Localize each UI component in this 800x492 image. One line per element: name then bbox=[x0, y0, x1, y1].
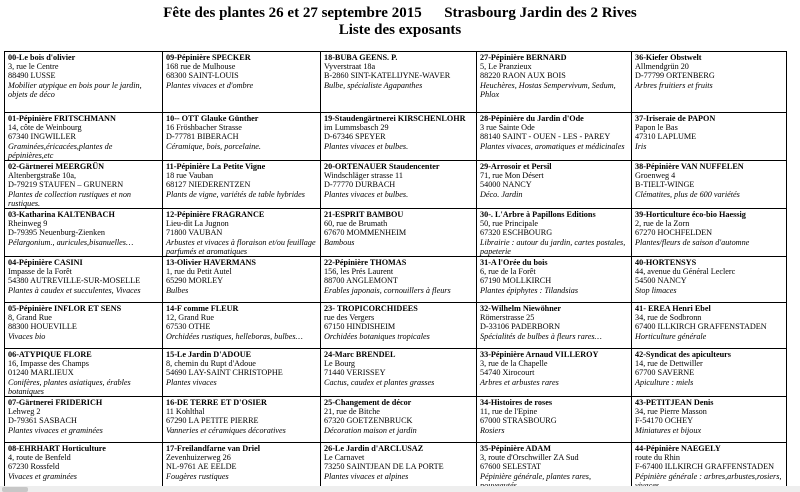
exhibitor-cell bbox=[163, 397, 321, 443]
exhibitor-name: 02-Gärtnerei MEERGRÜN bbox=[8, 162, 105, 172]
exhibitor-address-line: 21, rue de Bitche bbox=[324, 407, 380, 417]
exhibitor-cell bbox=[477, 161, 632, 209]
exhibitor-address-line: 54000 NANCY bbox=[480, 180, 532, 190]
exhibitor-name: 44-Pépinière NAEGELY bbox=[635, 444, 721, 454]
exhibitor-description: Plantes épiphytes : Tilandsias bbox=[480, 285, 579, 295]
exhibitor-address-line: F-54170 OCHEY bbox=[635, 416, 693, 426]
exhibitor-cell bbox=[632, 161, 787, 209]
exhibitor-address-line: B-TIELT-WINGE bbox=[635, 180, 695, 190]
exhibitor-address-line: 67530 OTHE bbox=[166, 322, 211, 332]
exhibitor-cell bbox=[163, 209, 321, 257]
exhibitor-address-line: D-77799 ORTENBERG bbox=[635, 71, 715, 81]
exhibitor-address-line: Windschläger strasse 11 bbox=[324, 171, 403, 181]
table-row bbox=[5, 161, 787, 209]
exhibitor-address-line: Altenbergstraße 10a, bbox=[8, 171, 77, 181]
exhibitor-description: Pépinière générale : arbres,arbustes,rosiers, bbox=[635, 471, 782, 481]
exhibitor-address-line: 156, les Prés Laurent bbox=[324, 267, 394, 277]
exhibitor-address-line: 68300 SAINT-LOUIS bbox=[166, 71, 239, 81]
exhibitor-description: Librairie : autour du jardin, cartes postales, papeterie bbox=[480, 237, 626, 256]
exhibitor-name: 31-A l'Orée du bois bbox=[480, 258, 548, 268]
exhibitor-cell bbox=[321, 161, 477, 209]
exhibitor-name: 38-Pépinière VAN NUFFELEN bbox=[635, 162, 744, 172]
exhibitor-cell bbox=[477, 443, 632, 491]
exhibitor-name: 43-PETITJEAN Denis bbox=[635, 398, 714, 408]
exhibitor-name: 27-Pépinière BERNARD bbox=[480, 53, 567, 62]
table-row bbox=[5, 349, 787, 397]
exhibitor-description: Céramique, bois, porcelaine. bbox=[166, 141, 261, 151]
exhibitor-description: Vanneries et céramiques décoratives bbox=[166, 425, 286, 435]
exhibitor-address-line: 14, côte de Weinbourg bbox=[8, 123, 82, 133]
exhibitor-address-line: Allmendgrün 20 bbox=[635, 62, 689, 72]
exhibitor-cell bbox=[632, 113, 787, 161]
exhibitor-address-line: 16 Fröshbacher Strasse bbox=[166, 123, 242, 133]
exhibitor-description: Plantes de collection rustiques et non rustiques. bbox=[8, 189, 132, 208]
exhibitor-description: Conifères, plantes asiatiques, érables botaniques bbox=[8, 377, 131, 396]
table-row bbox=[5, 257, 787, 303]
exhibitor-address-line: 8, Grand Rue bbox=[8, 313, 52, 323]
exhibitor-address-line: D-77781 BIBERACH bbox=[166, 132, 239, 142]
exhibitor-name: 41- EREA Henri Ebel bbox=[635, 304, 711, 314]
exhibitor-address-line: 11 Kohlthal bbox=[166, 407, 205, 417]
exhibitor-description: Pépinière générale, plantes rares, bbox=[480, 471, 592, 481]
exhibitor-name: 37-Iriseraie de PAPON bbox=[635, 114, 716, 123]
table-row bbox=[5, 209, 787, 257]
exhibitor-cell bbox=[5, 443, 163, 491]
exhibitor-cell bbox=[477, 397, 632, 443]
exhibitor-address-line: 71800 VAUBAN bbox=[166, 228, 223, 238]
exhibitor-cell bbox=[163, 52, 321, 113]
exhibitor-address-line: 67290 LA PETITE PIERRE bbox=[166, 416, 259, 426]
exhibitor-address-line: 67320 ESCHBOURG bbox=[480, 228, 553, 238]
exhibitor-address-line: route du Rhin bbox=[635, 453, 681, 463]
exhibitor-cell bbox=[5, 257, 163, 303]
table-row bbox=[5, 443, 787, 491]
exhibitor-name: 24-Marc BRENDEL bbox=[324, 350, 396, 360]
exhibitor-cell bbox=[163, 257, 321, 303]
exhibitor-address-line: 34, rue de Sodbronn bbox=[635, 313, 702, 323]
table-row bbox=[5, 397, 787, 443]
exhibitor-address-line: 3, route d'Orschwiller ZA Sud bbox=[480, 453, 579, 463]
exhibitor-name: 42-Syndicat des apiculteurs bbox=[635, 350, 731, 360]
exhibitor-description: Plantes à caudex et succulentes, Vivaces bbox=[8, 285, 141, 295]
exhibitor-address-line: 14, rue de Dettwiller bbox=[635, 359, 703, 369]
exhibitor-description: Pélargonium., auricules,bisanuelles… bbox=[8, 237, 134, 247]
exhibitor-name: 08-EHRHART Horticulture bbox=[8, 444, 106, 454]
scrollbar-thumb[interactable] bbox=[2, 487, 28, 492]
exhibitor-address-line: 67270 HOCHFELDEN bbox=[635, 228, 713, 238]
exhibitor-cell bbox=[321, 209, 477, 257]
exhibitor-name: 30-. L'Arbre à Papillons Editions bbox=[480, 210, 596, 220]
exhibitor-table bbox=[4, 51, 787, 491]
exhibitor-cell bbox=[5, 113, 163, 161]
exhibitor-description: Déco. Jardin bbox=[480, 189, 523, 199]
exhibitor-address-line: 44, avenue du Général Leclerc bbox=[635, 267, 736, 277]
exhibitor-address-line: D-67346 SPEYER bbox=[324, 132, 386, 142]
exhibitor-address-line: Papon le Bas bbox=[635, 123, 678, 133]
exhibitor-address-line: 88490 LUSSE bbox=[8, 71, 56, 81]
exhibitor-cell bbox=[5, 161, 163, 209]
exhibitor-name: 33-Pépinière Arnaud VILLEROY bbox=[480, 350, 599, 360]
exhibitor-description: Clématites, plus de 600 variétés bbox=[635, 189, 740, 199]
exhibitor-address-line: Vyverstraat 18a bbox=[324, 62, 376, 72]
exhibitor-description: Plantes vivaces et graminées bbox=[8, 425, 103, 435]
horizontal-scrollbar[interactable] bbox=[0, 486, 800, 492]
exhibitor-address-line: Lehweg 2 bbox=[8, 407, 41, 417]
exhibitor-cell bbox=[632, 209, 787, 257]
exhibitor-name: 36-Kiefer Obstwelt bbox=[635, 53, 702, 62]
exhibitor-address-line: 11, rue de l'Epine bbox=[480, 407, 538, 417]
exhibitor-address-line: 5, Le Pranzieux bbox=[480, 62, 532, 72]
exhibitor-cell bbox=[477, 303, 632, 349]
exhibitor-description: Iris bbox=[635, 141, 647, 151]
exhibitor-cell bbox=[163, 349, 321, 397]
exhibitor-address-line: 67600 SELESTAT bbox=[480, 462, 541, 472]
exhibitor-description: Apiculture : miels bbox=[635, 377, 694, 387]
exhibitor-address-line: Lieu-dit La Jugnon bbox=[166, 219, 229, 229]
exhibitor-description: Rosiers bbox=[480, 425, 505, 435]
exhibitor-address-line: 2, rue de la Zorn bbox=[635, 219, 690, 229]
exhibitor-cell bbox=[477, 257, 632, 303]
exhibitor-name: 22-Pépinière THOMAS bbox=[324, 258, 407, 268]
exhibitor-name: 03-Katharina KALTENBACH bbox=[8, 210, 115, 220]
exhibitor-address-line: 67190 MOLLKIRCH bbox=[480, 276, 552, 286]
exhibitor-address-line: 54690 LAY-SAINT CHRISTOPHE bbox=[166, 368, 283, 378]
exhibitor-address-line: 71440 VERISSEY bbox=[324, 368, 386, 378]
exhibitor-name: 13-Olivier HAVERMANS bbox=[166, 258, 256, 268]
exhibitor-description: Arbres fruitiers et fruits bbox=[635, 80, 713, 90]
exhibitor-address-line: 60, rue de Brumath bbox=[324, 219, 388, 229]
exhibitor-name: 00-Le bois d'olivier bbox=[8, 53, 76, 62]
exhibitor-address-line: 67320 GOETZENBRUCK bbox=[324, 416, 413, 426]
table-row bbox=[5, 303, 787, 349]
exhibitor-address-line: 88700 ANGLEMONT bbox=[324, 276, 398, 286]
exhibitor-name: 34-Histoires de roses bbox=[480, 398, 553, 408]
exhibitor-cell bbox=[5, 52, 163, 113]
exhibitor-address-line: 01240 MARLIEUX bbox=[8, 368, 74, 378]
exhibitor-name: 11-Pépinière La Petite Vigne bbox=[166, 162, 266, 172]
exhibitor-name: 05-Pépinière INFLOR ET SENS bbox=[8, 304, 122, 314]
exhibitor-address-line: 54500 NANCY bbox=[635, 276, 687, 286]
exhibitor-cell bbox=[163, 113, 321, 161]
exhibitor-name: 35-Pépinière ADAM bbox=[480, 444, 552, 454]
exhibitor-cell bbox=[477, 209, 632, 257]
exhibitor-cell bbox=[163, 303, 321, 349]
exhibitor-address-line: 54740 Xirocourt bbox=[480, 368, 535, 378]
exhibitor-address-line: D-79219 STAUFEN – GRUNERN bbox=[8, 180, 124, 190]
exhibitor-address-line: 12, Grand Rue bbox=[166, 313, 214, 323]
exhibitor-cell bbox=[632, 52, 787, 113]
exhibitor-cell bbox=[477, 113, 632, 161]
exhibitor-name: 15-Le Jardin D'ADOUE bbox=[166, 350, 252, 360]
exhibitor-address-line: 65290 MORLEY bbox=[166, 276, 224, 286]
exhibitor-cell bbox=[321, 52, 477, 113]
page-subtitle: Liste des exposants bbox=[338, 22, 462, 38]
exhibitor-address-line: Impasse de la Forêt bbox=[8, 267, 72, 277]
exhibitor-address-line: 8, chemin du Rupt d'Adoue bbox=[166, 359, 256, 369]
exhibitor-name: 09-Pépinière SPECKER bbox=[166, 53, 251, 62]
exhibitor-address-line: 88300 HOUEVILLE bbox=[8, 322, 77, 332]
exhibitor-address-line: 68127 NIEDERENTZEN bbox=[166, 180, 251, 190]
exhibitor-name: 23- TROPICORCHIDEES bbox=[324, 304, 418, 314]
exhibitor-address-line: Zevenhuizerweg 26 bbox=[166, 453, 231, 463]
exhibitor-cell bbox=[321, 303, 477, 349]
exhibitor-address-line: 1, rue du Petit Autel bbox=[166, 267, 232, 277]
exhibitor-address-line: D-33106 PADERBORN bbox=[480, 322, 560, 332]
exhibitor-address-line: D-79395 Neuenburg-Zienken bbox=[8, 228, 105, 238]
exhibitor-address-line: F-67400 ILLKIRCH GRAFFENSTADEN bbox=[635, 462, 774, 472]
exhibitor-name: 16-DE TERRE ET D'OSIER bbox=[166, 398, 267, 408]
exhibitor-cell bbox=[5, 397, 163, 443]
exhibitor-name: 19-Staudengärtnerei KIRSCHENLOHR bbox=[324, 114, 466, 123]
exhibitor-description: Plantes vivaces et d'ombre bbox=[166, 80, 254, 90]
exhibitor-cell bbox=[5, 303, 163, 349]
exhibitor-cell bbox=[163, 161, 321, 209]
exhibitor-description: Plantes vivaces bbox=[166, 377, 217, 387]
exhibitor-address-line: Groenweg 4 bbox=[635, 171, 676, 181]
exhibitor-cell bbox=[321, 443, 477, 491]
exhibitor-name: 01-Pépinière FRITSCHMANN bbox=[8, 114, 116, 123]
exhibitor-address-line: Le Carnavet bbox=[324, 453, 365, 463]
exhibitor-name: 14-F comme FLEUR bbox=[166, 304, 239, 314]
exhibitor-address-line: 50, rue Principale bbox=[480, 219, 538, 229]
exhibitor-address-line: Le Bourg bbox=[324, 359, 356, 369]
exhibitor-address-line: rue des Vergers bbox=[324, 313, 375, 323]
exhibitor-name: 29-Arrosoir et Persil bbox=[480, 162, 552, 172]
exhibitor-name: 04-Pépinière CASINI bbox=[8, 258, 83, 268]
exhibitor-address-line: 168 rue de Mulhouse bbox=[166, 62, 236, 72]
exhibitor-address-line: 3 rue Sainte Ode bbox=[480, 123, 535, 133]
exhibitor-address-line: NL-9761 AE EELDE bbox=[166, 462, 237, 472]
exhibitor-address-line: 54380 AUTREVILLE-SUR-MOSELLE bbox=[8, 276, 141, 286]
exhibitor-address-line: 4, route de Benfeld bbox=[8, 453, 71, 463]
exhibitor-description: Erables japonais, cornouillers à fleurs bbox=[324, 285, 451, 295]
exhibitor-description: Orchidées botaniques tropicales bbox=[324, 331, 430, 341]
exhibitor-address-line: 67230 Rossfeld bbox=[8, 462, 60, 472]
exhibitor-cell bbox=[632, 397, 787, 443]
exhibitor-description: Bulbes bbox=[166, 285, 189, 295]
exhibitor-name: 28-Pépinière du Jardin d'Ode bbox=[480, 114, 584, 123]
exhibitor-name: 06-ATYPIQUE FLORE bbox=[8, 350, 92, 360]
exhibitor-address-line: 67670 MOMMENHEIM bbox=[324, 228, 407, 238]
exhibitor-cell bbox=[321, 113, 477, 161]
exhibitor-address-line: 16, Impasse des Champs bbox=[8, 359, 89, 369]
exhibitor-address-line: 18 rue Vauban bbox=[166, 171, 214, 181]
exhibitor-cell bbox=[477, 349, 632, 397]
exhibitor-description: Vivaces et graminées bbox=[8, 471, 77, 481]
exhibitor-name: 26-Le Jardin d'ARCLUSAZ bbox=[324, 444, 424, 454]
page-title: Fête des plantes 26 et 27 septembre 2015 Strasbourg Jardin des 2 Rives bbox=[163, 5, 637, 21]
exhibitor-description: Fougères rustiques bbox=[166, 471, 229, 481]
exhibitor-address-line: 73250 SAINTJEAN DE LA PORTE bbox=[324, 462, 444, 472]
exhibitor-description: Bambous bbox=[324, 237, 355, 247]
exhibitor-name: 39-Horticulture éco-bio Haessig bbox=[635, 210, 746, 220]
exhibitor-description: Orchidées rustiques, helleboras, bulbes… bbox=[166, 331, 303, 341]
exhibitor-address-line: 6, rue de la Forêt bbox=[480, 267, 536, 277]
exhibitor-name: 40-HORTENSYS bbox=[635, 258, 697, 268]
exhibitor-cell bbox=[632, 257, 787, 303]
exhibitor-address-line: D-77770 DURBACH bbox=[324, 180, 396, 190]
exhibitor-cell bbox=[321, 257, 477, 303]
exhibitor-description: Plants de vigne, variétés de table hybrides bbox=[166, 189, 305, 199]
exhibitor-cell bbox=[5, 349, 163, 397]
exhibitor-address-line: D-79361 SASBACH bbox=[8, 416, 77, 426]
exhibitor-name: 21-ESPRIT BAMBOU bbox=[324, 210, 404, 220]
exhibitor-address-line: Römerstrasse 25 bbox=[480, 313, 535, 323]
exhibitor-description: Graminées,éricacées,plantes de pépinières,etc bbox=[8, 141, 113, 160]
exhibitor-description: Plantes/fleurs de saison d'automne bbox=[635, 237, 750, 247]
exhibitor-name: 25-Changement de décor bbox=[324, 398, 412, 408]
exhibitor-description: Arbustes et vivaces à floraison et/ou feuillage parfumés et aromatiques bbox=[166, 237, 316, 256]
exhibitor-name: 17-Freilandfarne van Driel bbox=[166, 444, 260, 454]
exhibitor-cell bbox=[321, 397, 477, 443]
exhibitor-name: 12-Pépinière FRAGRANCE bbox=[166, 210, 265, 220]
exhibitor-address-line: 67150 HINDISHEIM bbox=[324, 322, 396, 332]
exhibitor-address-line: 67000 STRASBOURG bbox=[480, 416, 557, 426]
exhibitor-address-line: 67400 ILLKIRCH GRAFFENSTADEN bbox=[635, 322, 767, 332]
exhibitor-description: Spécialités de bulbes à fleurs rares… bbox=[480, 331, 602, 341]
exhibitor-name: 10-- OTT Glauke Günther bbox=[166, 114, 259, 123]
table-row bbox=[5, 113, 787, 161]
exhibitor-cell bbox=[321, 349, 477, 397]
exhibitor-address-line: B-2860 SINT-KATELIJYNE-WAVER bbox=[324, 71, 451, 81]
exhibitor-address-line: 88140 SAINT - OUEN - LES - PAREY bbox=[480, 132, 611, 142]
exhibitor-address-line: 3, rue le Centre bbox=[8, 62, 59, 72]
exhibitor-name: 20-ORTENAUER Staudencenter bbox=[324, 162, 440, 172]
exhibitor-cell bbox=[5, 209, 163, 257]
exhibitor-description: Mobilier atypique en bois pour le jardin, objets de déco bbox=[8, 80, 142, 99]
exhibitor-address-line: im Lummsbasch 29 bbox=[324, 123, 389, 133]
exhibitor-address-line: Rheinweg 9 bbox=[8, 219, 48, 229]
exhibitor-cell bbox=[163, 443, 321, 491]
exhibitor-name: 32-Wilhelm Niewöhner bbox=[480, 304, 562, 314]
table-row bbox=[5, 52, 787, 113]
exhibitor-cell bbox=[477, 52, 632, 113]
exhibitor-description: Arbres et arbustes rares bbox=[480, 377, 559, 387]
exhibitor-description: Stop limaces bbox=[635, 285, 677, 295]
exhibitor-description: Plantes vivaces et bulbes. bbox=[324, 189, 409, 199]
exhibitor-description: Plantes vivaces et bulbes. bbox=[324, 141, 409, 151]
exhibitor-address-line: 67700 SAVERNE bbox=[635, 368, 695, 378]
exhibitor-address-line: 67340 INGWILLER bbox=[8, 132, 76, 142]
exhibitor-cell bbox=[632, 443, 787, 491]
exhibitor-description: Cactus, caudex et plantes grasses bbox=[324, 377, 435, 387]
exhibitor-description: Miniatures et bijoux bbox=[635, 425, 702, 435]
exhibitor-name: 18-BUBA GEENS. P. bbox=[324, 53, 398, 62]
exhibitor-address-line: 88220 RAON AUX BOIS bbox=[480, 71, 566, 81]
exhibitor-description: Décoration maison et jardin bbox=[324, 425, 417, 435]
exhibitor-address-line: 47310 LAPLUME bbox=[635, 132, 697, 142]
exhibitor-description: Plantes vivaces et alpines bbox=[324, 471, 409, 481]
exhibitor-address-line: 3, rue de la Chapelle bbox=[480, 359, 548, 369]
exhibitor-name: 07-Gärtnerei FRIDERICH bbox=[8, 398, 103, 408]
exhibitor-description: Bulbe, spécialiste Agapanthes bbox=[324, 80, 423, 90]
exhibitor-cell bbox=[632, 303, 787, 349]
exhibitor-description: Heuchères, Hostas Sempervivum, Sedum, Phlox bbox=[480, 80, 616, 99]
exhibitor-address-line: 71, rue Mon Désert bbox=[480, 171, 544, 181]
exhibitor-cell bbox=[632, 349, 787, 397]
exhibitor-description: Plantes vivaces, aromatiques et médicinales bbox=[480, 141, 625, 151]
exhibitor-description: Vivaces bio bbox=[8, 331, 46, 341]
exhibitor-description: Horticulture générale bbox=[635, 331, 707, 341]
exhibitor-address-line: 34, rue Pierre Masson bbox=[635, 407, 707, 417]
